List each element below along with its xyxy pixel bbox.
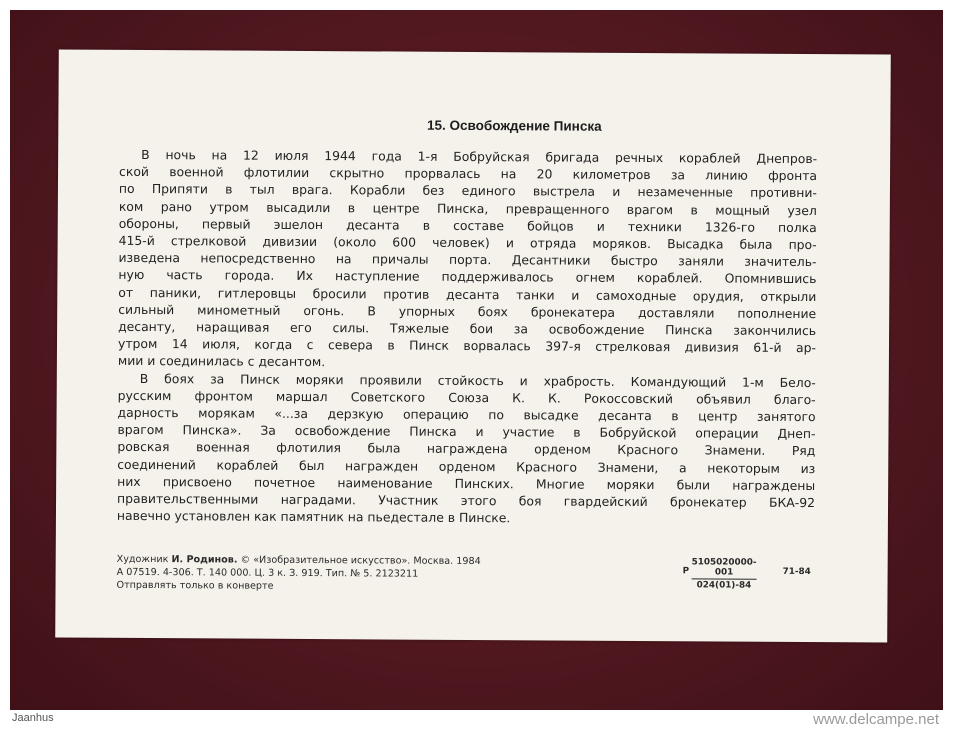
artist-name: И. Родинов.: [171, 554, 238, 566]
postcard: [55, 49, 891, 642]
imprint-footer: [116, 553, 480, 594]
paragraph-2: [117, 369, 816, 528]
index-suffix: 71-84: [782, 566, 811, 578]
text-line: навечно установлен как памятник на пьедестале в Пинске.: [116, 508, 511, 526]
seller-watermark: Jaanhus: [12, 712, 54, 724]
print-info: А 07519. 4-306. Т. 140 000. Ц. 3 к. З. 919. Тип. № 5. 2123211: [116, 566, 419, 580]
text-line: соединений кораблей был награжден орденом Красного Знамени, а некоторым из: [117, 456, 816, 476]
text-line: правительственными наградами. Участник этого боя гвардейский бронекатер БКА-92: [117, 490, 816, 511]
index-prefix: Р: [682, 566, 690, 577]
index-fraction: [692, 557, 757, 590]
text-line: ком рано утром высадили в центре Пинска, превращенного врагом в мощный узел: [118, 198, 817, 218]
text-line: 415-й стрелковой дивизии (около 600 человек) и отряда моряков. Высадка была про-: [118, 232, 817, 253]
text-line: дарность морякам «...за дерзкую операцию по высадке десанта в центр занятого: [117, 404, 816, 425]
text-line: по Припяти в тыл врага. Корабли без единого выстрела и незамеченные противни-: [118, 181, 817, 201]
text-line: мии и соединилась с десантом.: [117, 353, 326, 370]
text-line: врагом Пинска». За освобождение Пинска и участие в Бобруйской операции Днеп-: [117, 422, 816, 442]
text-line: сильный минометный огонь. В упорных боях бронекатера доставляли пополнение: [118, 301, 817, 321]
text-line: ную часть города. Их наступление поддерживалось огнем кораблей. Опомнившись: [118, 267, 817, 287]
artist-prefix: Художник: [116, 553, 169, 566]
paragraph-1: [118, 146, 817, 374]
text-line: В ночь на 12 июля 1944 года 1-я Бобруйская бригада речных кораблей Днепров-: [141, 146, 818, 167]
text-line: ровская военная флотилия была награждена орденом Красного Знамени. Ряд: [117, 439, 816, 459]
text-line: них присвоено почетное наименование Пинских. Многие моряки были награждены: [117, 473, 816, 493]
text-line: В боях за Пинск моряки проявили стойкость и храбрость. Командующий 1-м Бело-: [139, 370, 816, 390]
text-line: от паники, гитлеровцы бросили против десанта танки и самоходные орудия, открыли: [118, 284, 817, 304]
index-denominator: 024(01)-84: [696, 580, 752, 591]
site-watermark: www.delcampe.net: [813, 711, 939, 728]
text-line: ской военной флотилии скрытно прорвалась на 20 километров за линию фронта: [119, 164, 818, 184]
text-line: изведена непосредственно на причалы порта. Десантники быстро заняли значитель-: [118, 250, 817, 270]
publisher: © «Изобразительное искусство». Москва. 1984: [240, 554, 481, 568]
index-numerator: 5105020000-001: [692, 557, 757, 579]
text-line: десанту, наращивая его силы. Тяжелые бои за освобождение Пинска закончились: [118, 318, 817, 339]
text-line: обороны, первый эшелон десанта в составе бойцов и техники 1326-го полка: [118, 215, 817, 235]
body-text: [117, 146, 817, 529]
text-line: русским фронтом маршал Советского Союза К. К. Рокоссовский объявил благо-: [117, 387, 816, 407]
card-title: 15. Освобождение Пинска: [427, 117, 602, 134]
text-line: утром 14 июля, когда с севера в Пинск ворвалась 397-я стрелковая дивизия 61-й ар-: [117, 336, 817, 356]
mailing-note: Отправлять только в конверте: [116, 579, 274, 592]
